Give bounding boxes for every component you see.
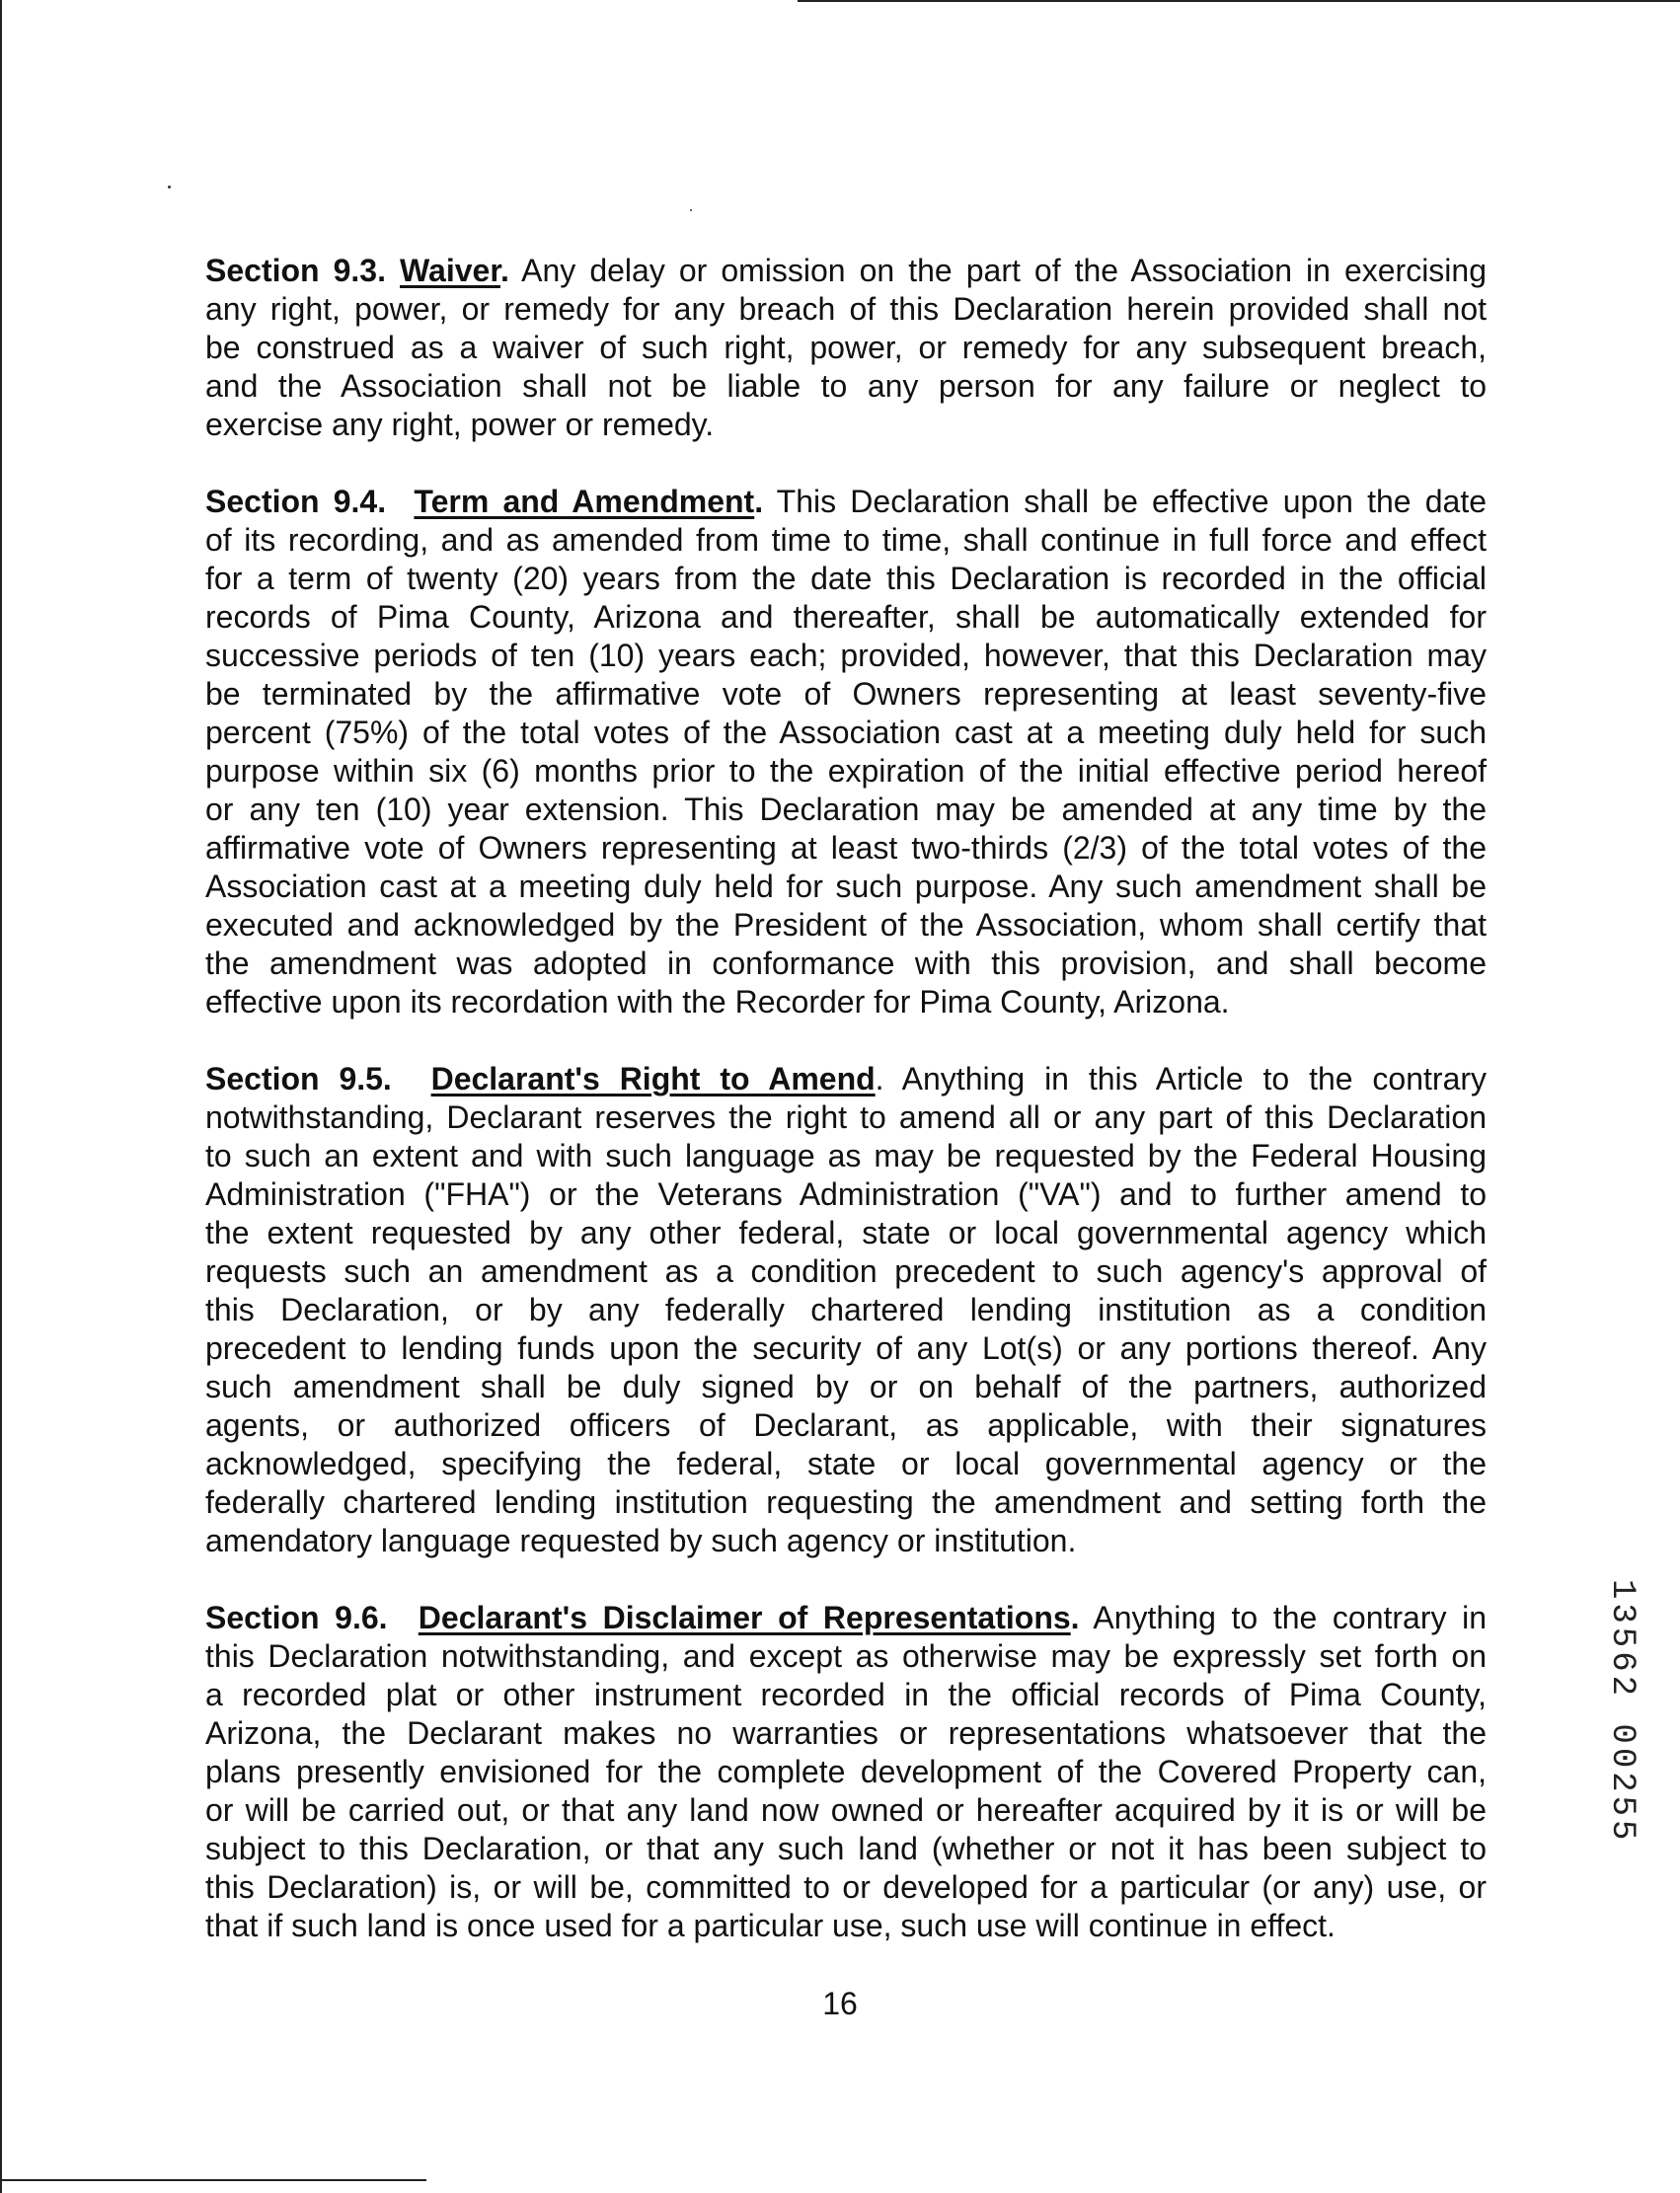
paragraph-line: precedent to lending funds upon the security of any Lot(s) or any portions thereof. Any — [205, 1330, 1487, 1366]
paragraph-line: and the Association shall not be liable to any person for any failure or neglect to — [205, 368, 1487, 404]
paragraph-line: affirmative vote of Owners representing at least two-thirds (2/3) of the total votes of the — [205, 830, 1487, 866]
paragraph-line: the extent requested by any other federal, state or local governmental agency which — [205, 1215, 1487, 1250]
section-label: Section 9.5. — [205, 1061, 392, 1096]
section-title: Term and Amendment — [414, 484, 755, 519]
scan-speck — [168, 186, 171, 189]
section-paragraph — [205, 483, 1487, 1021]
scan-edge-top — [798, 0, 1680, 2]
paragraph-line: the amendment was adopted in conformance with this provision, and shall become — [205, 945, 1487, 981]
section-text: This Declaration shall be effective upon the date — [763, 484, 1488, 519]
paragraph-line: acknowledged, specifying the federal, state or local governmental agency or the — [205, 1446, 1487, 1481]
scan-edge-left — [0, 0, 2, 2193]
paragraph-line: notwithstanding, Declarant reserves the right to amend all or any part of this Declaration — [205, 1099, 1487, 1135]
paragraph-line: be terminated by the affirmative vote of Owners representing at least seventy-five — [205, 676, 1487, 712]
paragraph-line: successive periods of ten (10) years each; provided, however, that this Declaration may — [205, 638, 1487, 673]
section-label: Section 9.4. — [205, 484, 387, 519]
paragraph-line: federally chartered lending institution requesting the amendment and setting forth the — [205, 1484, 1487, 1520]
paragraph-line: subject to this Declaration, or that any such land (whether or not it has been subject to — [205, 1831, 1487, 1866]
section-title: Declarant's Disclaimer of Representations — [418, 1600, 1071, 1635]
section-text: . Anything in this Article to the contrary — [875, 1061, 1488, 1096]
paragraph-line: this Declaration, or by any federally chartered lending institution as a condition — [205, 1292, 1487, 1327]
paragraph-line — [205, 252, 1487, 290]
section-title-punct: . — [754, 484, 764, 519]
paragraph-line: for a term of twenty (20) years from the date this Declaration is recorded in the official — [205, 561, 1487, 596]
document-body — [205, 252, 1487, 1984]
scan-speck — [690, 209, 692, 211]
paragraph-line: percent (75%) of the total votes of the Association cast at a meeting duly held for such — [205, 715, 1487, 750]
paragraph-line — [205, 483, 1487, 521]
paragraph-line: a recorded plat or other instrument recorded in the official records of Pima County, — [205, 1677, 1487, 1712]
section-text: Anything to the contrary in — [1079, 1600, 1488, 1635]
page-number: 16 — [822, 1986, 858, 2021]
paragraph-line: that if such land is once used for a particular use, such use will continue in effect. — [205, 1908, 1336, 1943]
section-paragraph — [205, 252, 1487, 444]
paragraph-line: agents, or authorized officers of Declarant, as applicable, with their signatures — [205, 1407, 1487, 1443]
section-title: Waiver — [400, 253, 500, 288]
paragraph-line: Administration ("FHA") or the Veterans Administration ("VA") and to further amend to — [205, 1176, 1487, 1212]
paragraph-line: Association cast at a meeting duly held for such purpose. Any such amendment shall be — [205, 869, 1487, 904]
paragraph-line: or will be carried out, or that any land now owned or hereafter acquired by it is or will be — [205, 1792, 1487, 1828]
section-paragraph — [205, 1599, 1487, 1945]
section-paragraph — [205, 1060, 1487, 1560]
paragraph-line: exercise any right, power or remedy. — [205, 407, 715, 442]
scan-edge-bottom — [0, 2179, 426, 2181]
paragraph-line: plans presently envisioned for the complete development of the Covered Property can, — [205, 1754, 1487, 1789]
paragraph-line: executed and acknowledged by the President of the Association, whom shall certify that — [205, 907, 1487, 943]
section-title: Declarant's Right to Amend — [430, 1061, 876, 1096]
section-title-punct: . — [500, 253, 509, 288]
section-label: Section 9.6. — [205, 1600, 388, 1635]
paragraph-line: this Declaration notwithstanding, and except as otherwise may be expressly set forth on — [205, 1638, 1487, 1674]
paragraph-line: to such an extent and with such language as may be requested by the Federal Housing — [205, 1138, 1487, 1173]
paragraph-line: amendatory language requested by such agency or institution. — [205, 1523, 1077, 1558]
section-title-punct: . — [1070, 1600, 1080, 1635]
recording-stamp: 13562 00255 — [1603, 1579, 1641, 1845]
paragraph-line: purpose within six (6) months prior to the expiration of the initial effective period hereof — [205, 753, 1487, 789]
section-label: Section 9.3. — [205, 253, 386, 288]
paragraph-line: be construed as a waiver of such right, power, or remedy for any subsequent breach, — [205, 330, 1487, 365]
section-text: Any delay or omission on the part of the Association in exercising — [508, 253, 1488, 288]
paragraph-line: this Declaration) is, or will be, committed to or developed for a particular (or any) use, or — [205, 1869, 1487, 1905]
paragraph-line: such amendment shall be duly signed by or on behalf of the partners, authorized — [205, 1369, 1487, 1404]
paragraph-line — [205, 1060, 1487, 1098]
paragraph-line: or any ten (10) year extension. This Declaration may be amended at any time by the — [205, 792, 1487, 827]
paragraph-line: of its recording, and as amended from time to time, shall continue in full force and effect — [205, 522, 1487, 558]
paragraph-line: effective upon its recordation with the Recorder for Pima County, Arizona. — [205, 984, 1230, 1020]
paragraph-line: requests such an amendment as a condition precedent to such agency's approval of — [205, 1253, 1487, 1289]
paragraph-line: records of Pima County, Arizona and thereafter, shall be automatically extended for — [205, 599, 1487, 635]
paragraph-line: any right, power, or remedy for any breach of this Declaration herein provided shall not — [205, 291, 1487, 327]
paragraph-line: Arizona, the Declarant makes no warranties or representations whatsoever that the — [205, 1715, 1487, 1751]
paragraph-line — [205, 1599, 1487, 1637]
